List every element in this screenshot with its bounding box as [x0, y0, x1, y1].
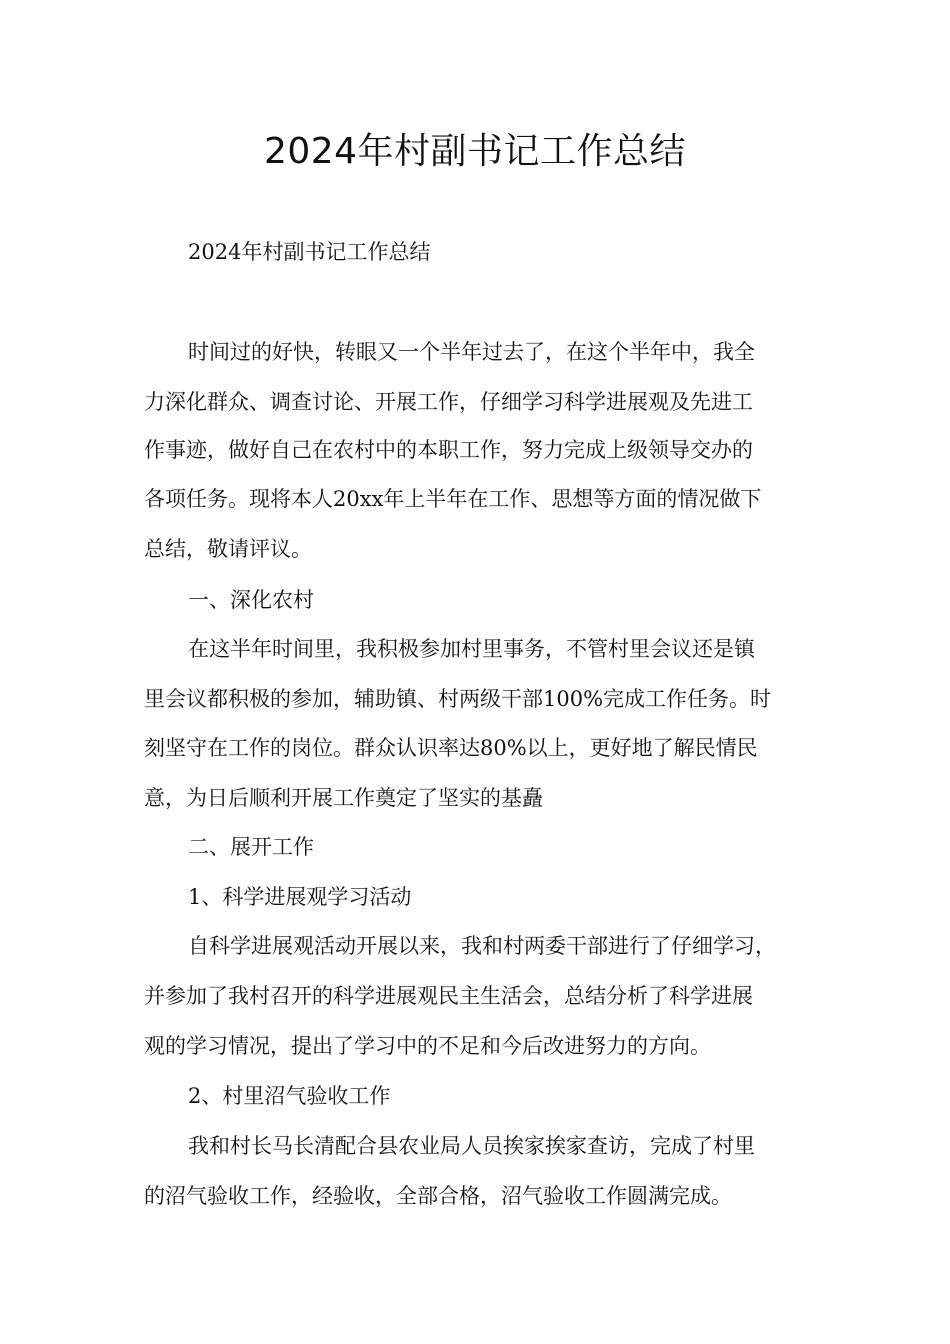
body-line: 时间过的好快，转眼又一个半年过去了，在这个半年中，我全 — [188, 340, 755, 364]
body-line: 自科学进展观活动开展以来，我和村两委干部进行了仔细学习， — [188, 934, 776, 958]
body-line: 各项任务。现将本人20xx年上半年在工作、思想等方面的情况做下 — [144, 487, 762, 511]
section-heading: 二、展开工作 — [188, 835, 314, 859]
body-line: 我和村长马长清配合县农业局人员挨家挨家查访，完成了村里 — [188, 1134, 755, 1158]
body-line: 的沼气验收工作，经验收，全部合格，沼气验收工作圆满完成。 — [144, 1184, 732, 1208]
body-line: 并参加了我村召开的科学进展观民主生活会，总结分析了科学进展 — [144, 984, 753, 1008]
body-line: 总结，敬请评议。 — [144, 537, 312, 561]
document-subtitle: 2024年村副书记工作总结 — [188, 240, 431, 264]
body-line: 在这半年时间里，我积极参加村里事务，不管村里会议还是镇 — [188, 637, 755, 661]
subsection-heading: 2、村里沼气验收工作 — [188, 1084, 391, 1108]
subsection-heading: 1、科学进展观学习活动 — [188, 885, 412, 909]
document-title: 2024年村副书记工作总结 — [263, 131, 687, 172]
body-line: 刻坚守在工作的岗位。群众认识率达80%以上，更好地了解民情民 — [144, 736, 758, 760]
body-line: 观的学习情况，提出了学习中的不足和今后改进努力的方向。 — [144, 1034, 711, 1058]
section-heading: 一、深化农村 — [188, 588, 314, 612]
body-line: 意，为日后顺利开展工作奠定了坚实的基矗 — [144, 786, 543, 810]
body-line: 力深化群众、调查讨论、开展工作，仔细学习科学进展观及先进工 — [144, 390, 753, 414]
body-line: 里会议都积极的参加，辅助镇、村两级干部100%完成工作任务。时 — [144, 687, 772, 711]
body-line: 作事迹，做好自己在农村中的本职工作，努力完成上级领导交办的 — [144, 438, 753, 462]
